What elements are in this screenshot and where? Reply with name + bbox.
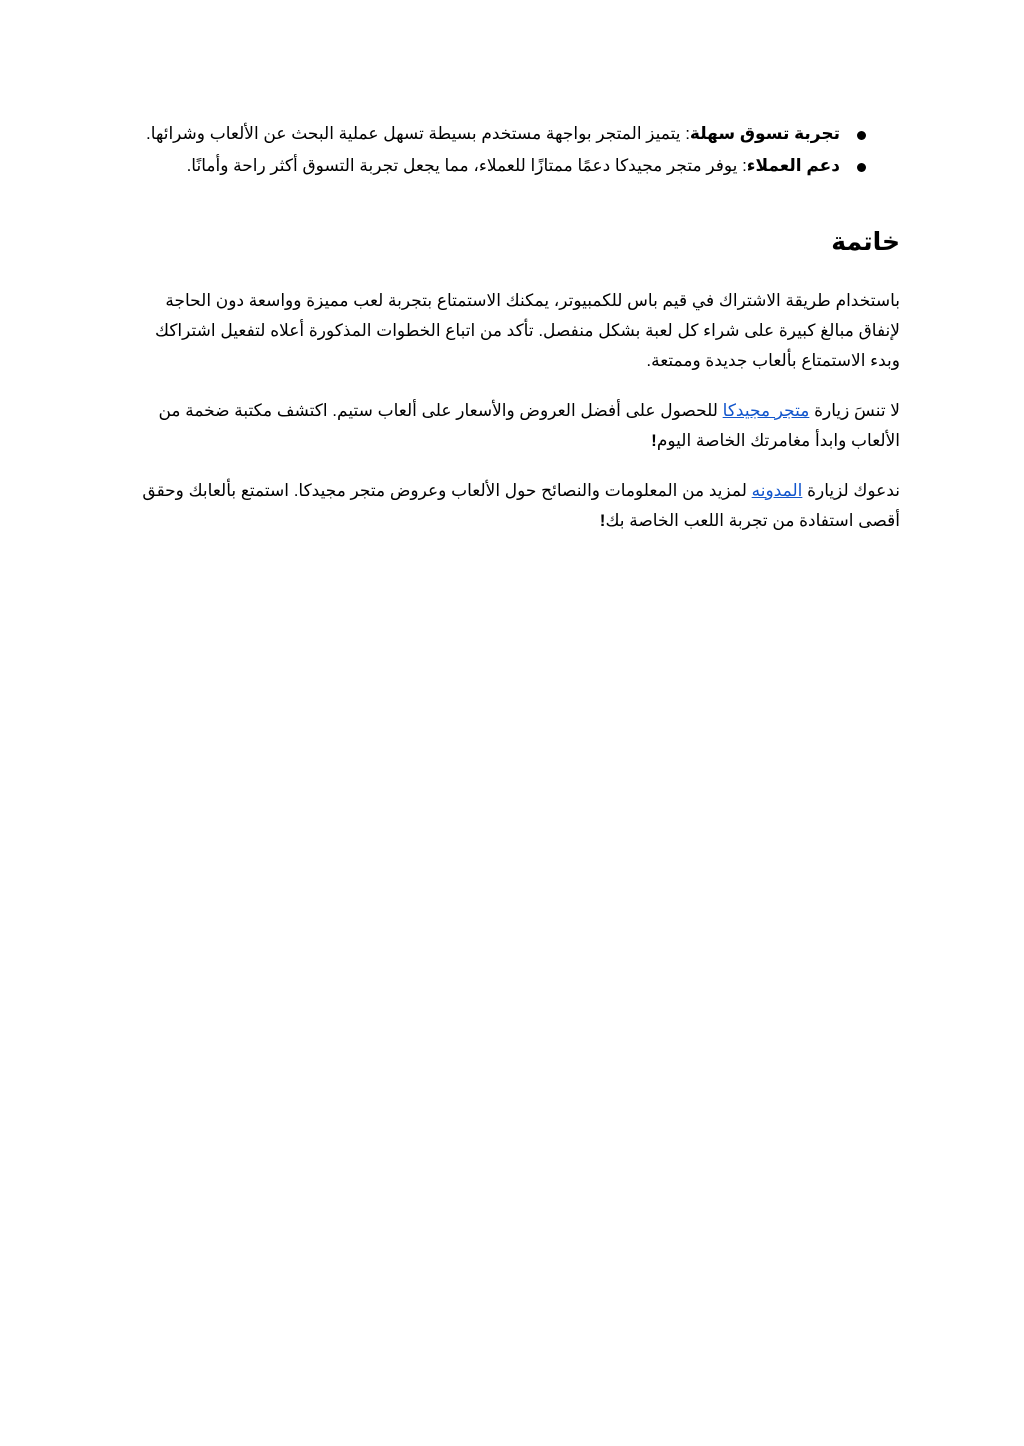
list-item [136,150,900,182]
conclusion-paragraph-1: باستخدام طريقة الاشتراك في قيم باس للكمبيوتر، يمكنك الاستمتاع بتجربة لعب مميزة وواسعة دون الحاجة لإنفاق مبالغ كبيرة على شراء كل لعبة بشكل منفصل. تأكد من اتباع الخطوات المذكورة أعلاه لتفعيل اشتراكك وبدء الاستمتاع بألعاب جديدة وممتعة. [155,291,900,370]
store-link[interactable]: متجر مجيدكا [722,401,810,420]
exclamation-mark: ! [651,431,657,450]
feature-text: : يوفر متجر مجيدكا دعمًا ممتازًا للعملاء، مما يجعل تجربة التسوق أكثر راحة وأمانًا. [186,156,747,175]
blog-link[interactable]: المدونه [751,481,803,500]
paragraph-text: لا تنسَ زيارة [809,401,900,420]
bullet-icon [857,131,866,140]
list-item [136,118,900,150]
feature-text: : يتميز المتجر بواجهة مستخدم بسيطة تسهل عملية البحث عن الألعاب وشرائها. [145,124,690,143]
feature-term: دعم العملاء [746,156,840,175]
paragraph-text: ندعوك لزيارة [802,481,900,500]
paragraph-text: لمزيد من المعلومات والنصائح حول الألعاب وعروض متجر مجيدكا. استمتع بألعابك وحقق أقصى استفادة من تجربة اللعب الخاصة بك [142,481,900,530]
feature-list [136,118,900,182]
exclamation-mark: ! [599,511,606,530]
document-content [136,118,900,536]
bullet-icon [857,163,866,172]
conclusion-heading: خاتمة [831,228,900,256]
blog-link-paragraph [136,476,900,536]
paragraph-text: للحصول على أفضل العروض والأسعار على ألعاب ستيم. اكتشف مكتبة ضخمة من الألعاب وابدأ مغامرتك الخاصة اليوم [158,401,900,450]
store-link-paragraph [136,396,900,456]
feature-term: تجربة تسوق سهلة [689,124,840,143]
